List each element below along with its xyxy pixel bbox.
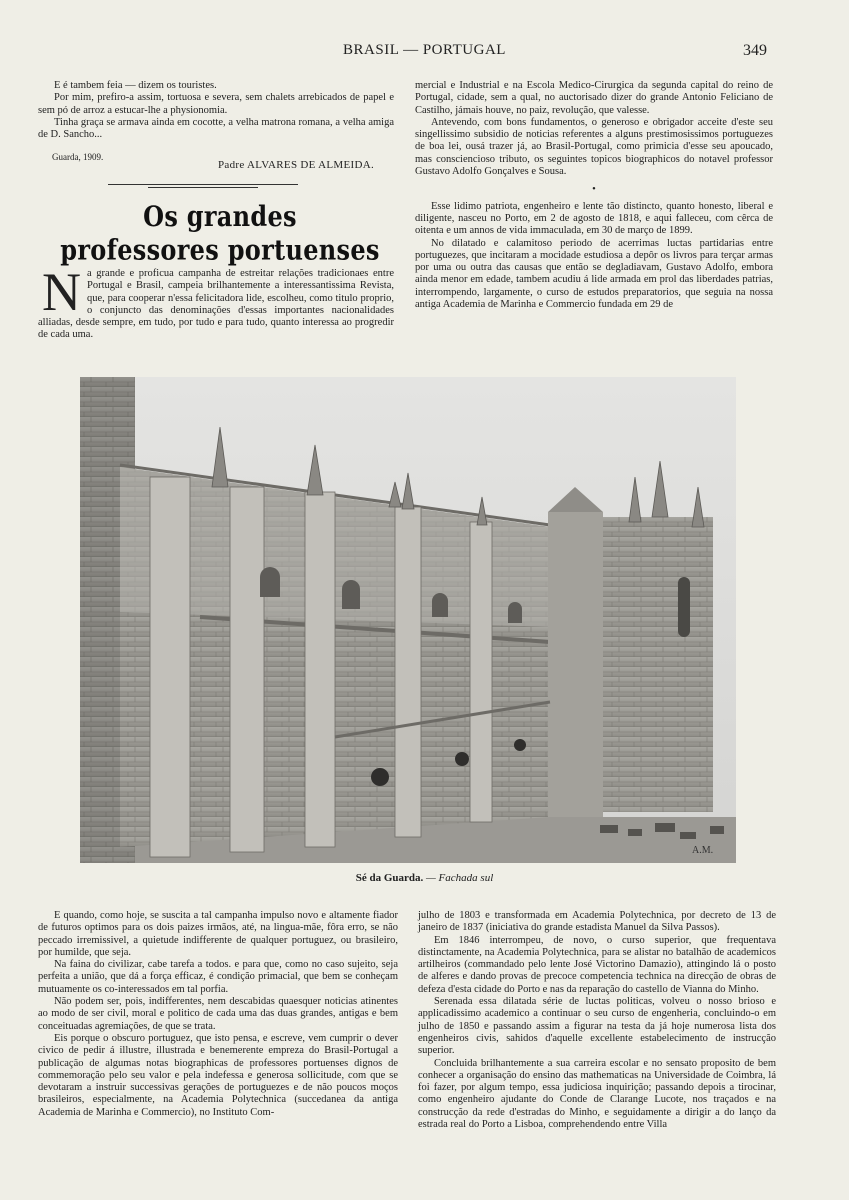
page-number: 349	[743, 42, 767, 59]
paragraph: Na faina do civilizar, cabe tarefa a todos. e para que, como no caso sujeito, seja perfeita a união, que dá a força efficaz, é condição primacial, que bem se conheçam mutuamente os co-interessados em tal porfia.	[38, 959, 398, 995]
paragraph: Esse lidimo patriota, engenheiro e lente tão distincto, quanto honesto, liberal e diligente, nasceu no Porto, em 2 de agosto de 1818, e aqui falleceu, com cêrca de oitenta e um annos de vida immaculada, em 30 de março de 1899.	[415, 200, 773, 237]
paragraph: Por mim, prefiro-a assim, tortuosa e severa, sem chalets arrebicados de papel e sem pó de arroz a estucar-lhe a physionomia.	[38, 92, 394, 116]
paragraph: julho de 1803 e transformada em Academia Polytechnica, por decreto de 13 de janeiro de 1837 (iniciativa do grande estadista Manuel da Silva Passos).	[418, 910, 776, 934]
section-divider	[108, 184, 298, 190]
caption-title: Sé da Guarda.	[355, 872, 424, 884]
previous-article-ending	[38, 80, 394, 179]
paragraph: Não podem ser, pois, indifferentes, nem descabidas quaesquer noticias atinentes ao modo de ser civil, moral e politico de cada uma das duas grandes, antigas e bem conceituadas agremiações, de que se trata.	[38, 996, 398, 1032]
cathedral-illustration	[80, 377, 736, 863]
right-column-top	[415, 80, 773, 311]
drop-cap: N	[42, 262, 81, 322]
article-intro	[38, 262, 394, 342]
intro-text: a grande e proficua campanha de estreitar relações tradicionaes entre Portugal e Brasil, campeia brilhantemente a interessantissima Revista, que, para cooperar n'essa felicitadora lide, escolheu, como titulo proprio, o conjuncto das denominações d'essas importantes nacionalidades alliadas, desde sempre, em tudo, por tudo e para tudo, quanto interessa ao progredir de cada uma.	[38, 268, 394, 341]
paragraph: E quando, como hoje, se suscita a tal campanha impulso novo e altamente fiador de futuros optimos para os dois paizes irmãos, até, na lingua-mãe, fôra erro, se não peccado irremissivel, a quietude indifferente de qualquer portuguez, ou brasileiro, por humilde, que seja.	[38, 910, 398, 958]
photo-monogram: A.M.	[692, 845, 714, 856]
photo-caption	[0, 872, 849, 884]
paragraph: Serenada essa dilatada série de luctas politicas, volveu o nosso brioso e applicadissimo academico a continuar o seu curso de engenheria, concluindo-o em julho de 1850 e passando assim a figurar na testa da já hoje numerosa lista dos engenheiros civis, sahidos d'aquelle excellente estabelecimento de instrucção superior.	[418, 996, 776, 1057]
paragraph: Tinha graça se armava ainda em cocotte, a velha matrona romana, a velha amiga de D. Sancho...	[38, 116, 394, 141]
running-header: BRASIL — PORTUGAL	[343, 42, 506, 58]
paragraph: No dilatado e calamitoso periodo de acerrimas luctas partidarias entre portuguezes, que incitaram a mocidade estudiosa a depôr os livros para terçar armas por uma ou outra das causas que então se degladiavam, Gustavo Adolfo, embora ainda menor em edade, tambem acudiu á lide armada em prol das liberdades patrias, interrompendo, largamente, o curso de estudos preparatorios, que seguia na nossa antiga Academia de Marinha e Commercio fundada em 29 de	[415, 237, 773, 311]
right-column-bottom	[418, 910, 776, 1131]
caption-subtitle: — Fachada sul	[426, 872, 494, 884]
section-separator: •	[592, 184, 596, 196]
paragraph: Eis porque o obscuro portuguez, que isto pensa, e escreve, vem cumprir o dever civico de pedir á illustre, illustrada e benemerente empreza do Brasil-Portugal a publicação de algumas notas biographicas de professores portuenses dignos de commemoração pelo seu valor e pela indefessa e generosa sollicitude, com que se devotaram a instruir successivas gerações de portuguezes e de não poucos moços brasileiros, especialmente, na Academia Polytechnica (succedanea da antiga Academia de Marinha e Commercio), no Instituto Com-	[38, 1032, 398, 1118]
place-date: Guarda, 1909.	[52, 152, 104, 163]
paragraph: Em 1846 interrompeu, de novo, o curso superior, que frequentava distinctamente, na Academia Polytechnica, para se alistar no batalhão de academicos artilheiros (commandado pelo lente José Victorino Damazio), attingindo lá o posto de alferes e dando provas de precoce competencia technica na direcção de obras de defeza d'esta cidade do Porto e nas da reparação do castello de Vianna do Minho.	[418, 934, 776, 995]
cathedral-photograph	[80, 377, 736, 863]
paragraph: mercial e Industrial e na Escola Medico-Cirurgica da segunda capital do reino de Portugal, cidade, sem a qual, no auctorisado dizer do grande Antonio Feliciano de Castilho, jámais houve, no paiz, revolução, que valesse.	[415, 80, 773, 116]
left-column-bottom	[38, 910, 398, 1119]
article-heading: Os grandes professores portuenses	[60, 199, 380, 267]
author-signature: Padre ALVARES DE ALMEIDA.	[217, 159, 374, 172]
paragraph: Concluida brilhantemente a sua carreira escolar e no sensato proposito de bem conhecer a organisação do ensino das mathematicas na Universidade de Coimbra, lá foi fazer, por algum tempo, essa judiciosa inquirição; passando depois a tirocinar, como engenheiro ajudante do Conde de Clarange Lucote, nos traçados e na construcção da rede d'estradas do Minho, e seguidamente a dirigir a do lanço da estrada real do Porto a Lisboa, comprehendendo entre Villa	[418, 1057, 776, 1131]
signature-block	[38, 151, 394, 179]
paragraph: E é tambem feia — dizem os touristes.	[54, 80, 217, 91]
paragraph: Antevendo, com bons fundamentos, o generoso e obrigador acceite d'este seu singellissimo subsidio de noticias referentes a alguns prestimosissimos portuguezes de boa lei, ousá trazer já, ao Brasil-Portugal, como primicia d'esse seu apoucado, mas consciencioso tributo, os seguintes topicos biographicos do notavel professor Gustavo Adolfo Gonçalves e Sousa.	[415, 116, 773, 178]
